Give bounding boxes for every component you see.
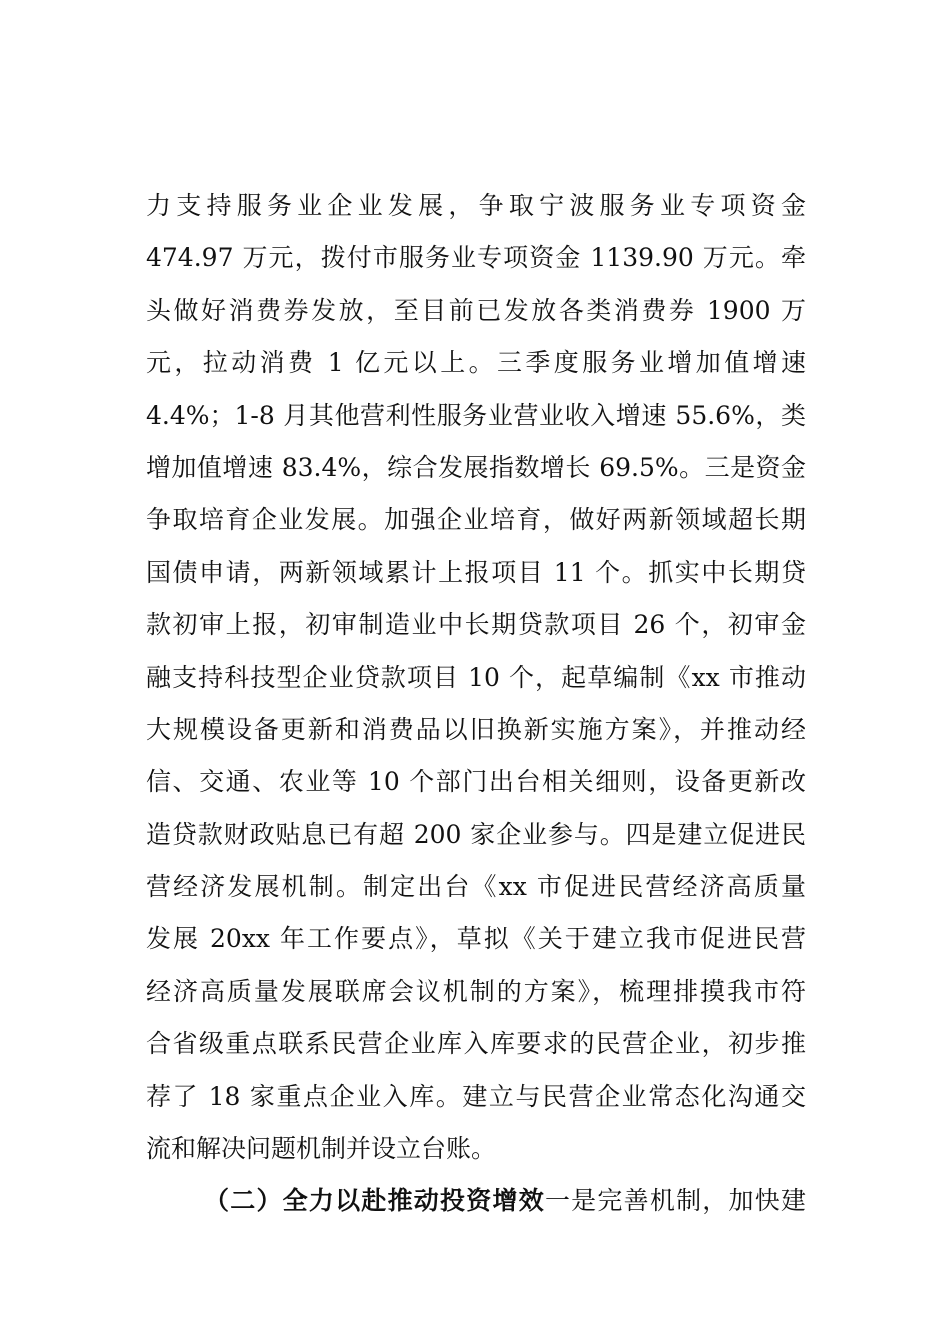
text-line-19: 流和解决问题机制并设立台账。 xyxy=(146,1134,497,1164)
text-line-18: 荐了 18 家重点企业入库。建立与民营企业常态化沟通交 xyxy=(146,1081,806,1111)
text-line-13: 造贷款财政贴息已有超 200 家企业参与。四是建立促进民 xyxy=(146,819,806,849)
body-text xyxy=(146,180,806,1228)
text-line-12: 信、交通、农业等 10 个部门出台相关细则，设备更新改 xyxy=(146,767,806,797)
text-line-5: 4.4%；1-8 月其他营利性服务业营业收入增速 55.6%，类 xyxy=(146,400,806,430)
text-line-15: 发展 20xx 年工作要点》，草拟《关于建立我市促进民营 xyxy=(146,924,806,954)
text-line-14: 营经济发展机制。制定出台《xx 市促进民营经济高质量 xyxy=(146,872,806,902)
text-line-6: 增加值增速 83.4%，综合发展指数增长 69.5%。三是资金 xyxy=(146,452,806,482)
section-heading: （二）全力以赴推动投资增效 xyxy=(204,1186,545,1216)
text-line-4: 元，拉动消费 1 亿元以上。三季度服务业增加值增速 xyxy=(146,348,806,378)
section-heading-line xyxy=(146,1175,806,1227)
text-line-1: 力支持服务业企业发展，争取宁波服务业专项资金 xyxy=(146,191,806,220)
text-line-3: 头做好消费券发放，至目前已发放各类消费券 1900 万 xyxy=(146,295,806,325)
text-line-8: 国债申请，两新领域累计上报项目 11 个。抓实中长期贷 xyxy=(146,557,806,587)
section-heading-tail: 一是完善机制，加快建 xyxy=(544,1186,806,1216)
text-line-10: 融支持科技型企业贷款项目 10 个，起草编制《xx 市推动 xyxy=(146,662,806,692)
text-line-9: 款初审上报，初审制造业中长期贷款项目 26 个，初审金 xyxy=(146,610,806,640)
text-line-11: 大规模设备更新和消费品以旧换新实施方案》，并推动经 xyxy=(146,714,806,744)
text-line-17: 合省级重点联系民营企业库入库要求的民营企业，初步推 xyxy=(146,1029,806,1059)
text-line-16: 经济高质量发展联席会议机制的方案》，梳理排摸我市符 xyxy=(146,976,806,1006)
text-line-2: 474.97 万元，拨付市服务业专项资金 1139.90 万元。牵 xyxy=(146,243,806,273)
text-line-7: 争取培育企业发展。加强企业培育，做好两新领域超长期 xyxy=(146,505,806,535)
